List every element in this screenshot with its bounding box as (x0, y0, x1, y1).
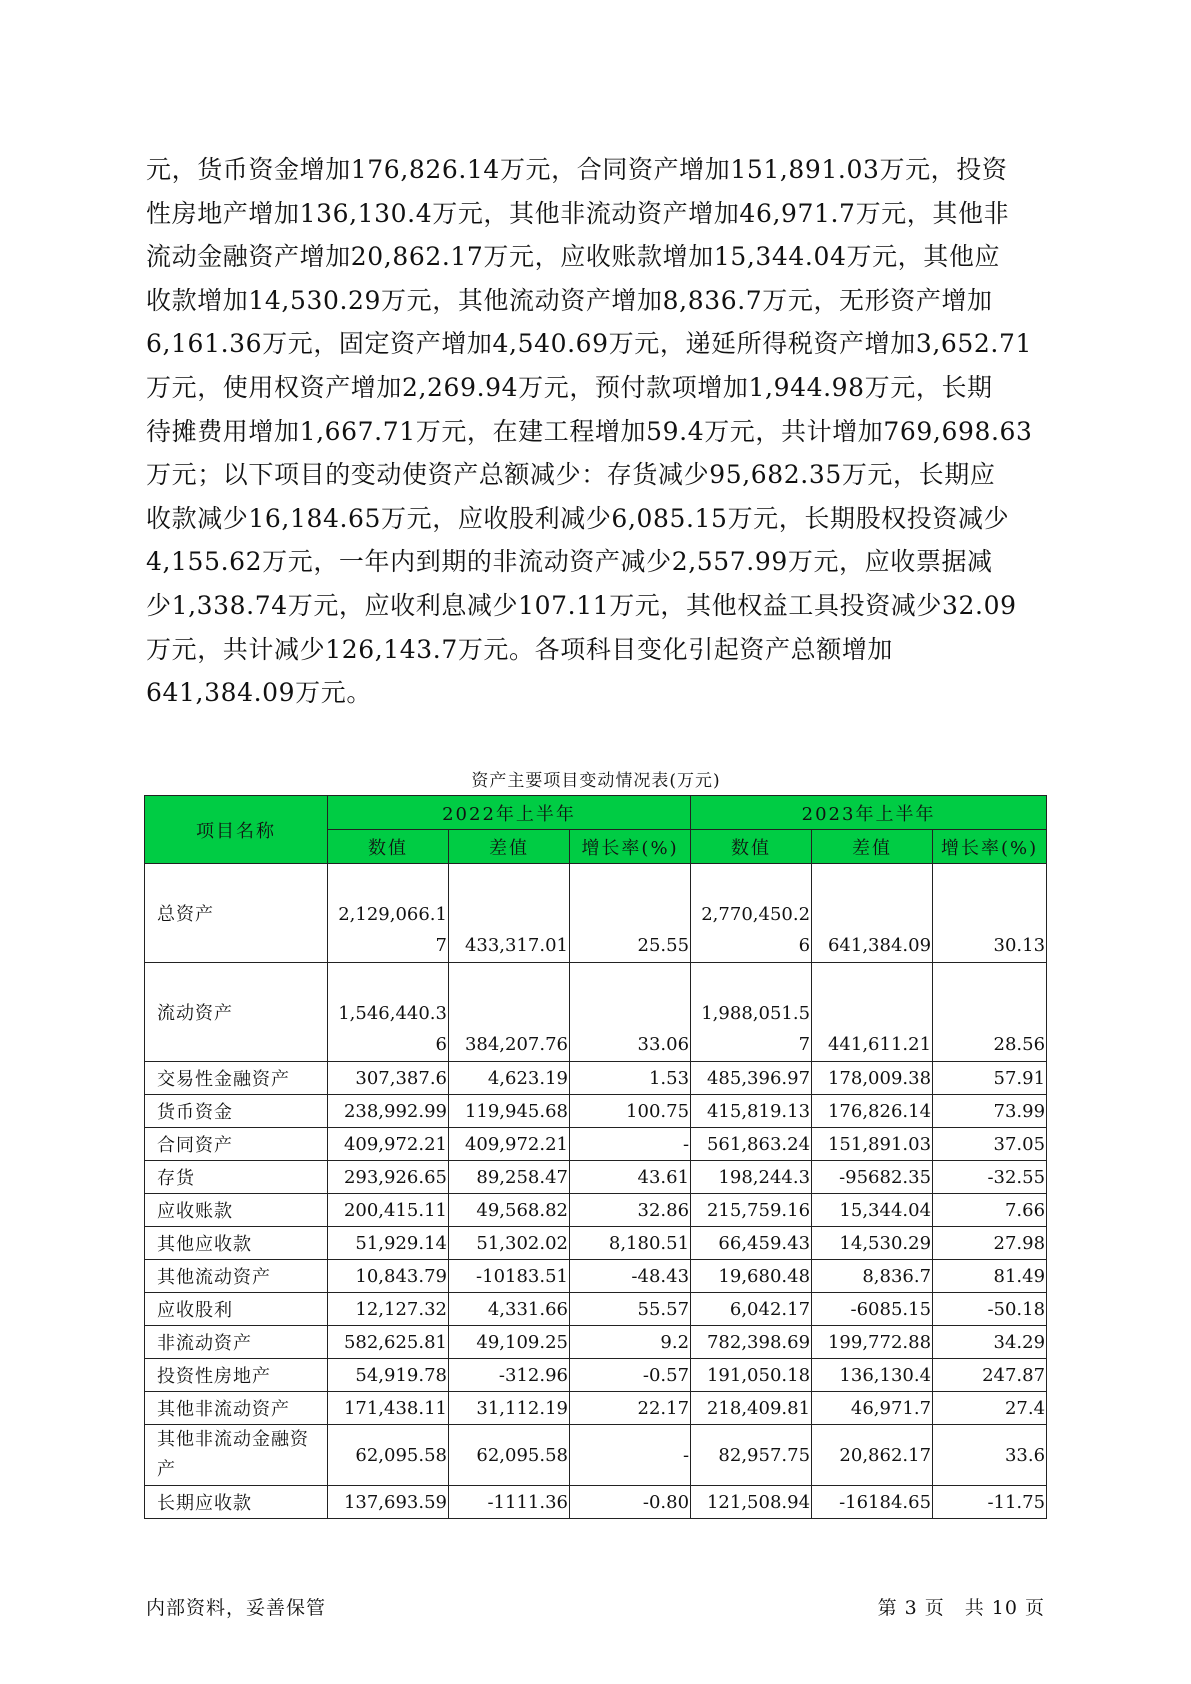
paragraph-line: 元，货币资金增加176,826.14万元，合同资产增加151,891.03万元，投资 (146, 155, 1008, 184)
cell-value: 62,095.58 (328, 1425, 449, 1486)
cell-value: -0.80 (570, 1486, 691, 1519)
row-label: 其他非流动资产 (145, 1392, 328, 1425)
cell-value: -11.75 (933, 1486, 1047, 1519)
cell-value: 30.13 (933, 864, 1047, 963)
cell-value: 27.98 (933, 1227, 1047, 1260)
table-row (145, 1293, 1047, 1326)
cell-value: 6,042.17 (691, 1293, 812, 1326)
row-label: 应收股利 (145, 1293, 328, 1326)
cell-value: 2,129,066.17 (328, 864, 449, 963)
cell-value: 46,971.7 (812, 1392, 933, 1425)
header-diff: 差值 (812, 830, 933, 864)
cell-value: 32.86 (570, 1194, 691, 1227)
cell-value: 307,387.6 (328, 1062, 449, 1095)
row-label: 应收账款 (145, 1194, 328, 1227)
cell-value: 33.6 (933, 1425, 1047, 1486)
cell-value: 33.06 (570, 963, 691, 1062)
row-label: 投资性房地产 (145, 1359, 328, 1392)
cell-value: 20,862.17 (812, 1425, 933, 1486)
cell-value: 37.05 (933, 1128, 1047, 1161)
paragraph-line: 641,384.09万元。 (146, 678, 372, 708)
header-period-2023: 2023年上半年 (691, 796, 1047, 830)
cell-value: 81.49 (933, 1260, 1047, 1293)
cell-value: 66,459.43 (691, 1227, 812, 1260)
cell-value: 2,770,450.26 (691, 864, 812, 963)
cell-value: 215,759.16 (691, 1194, 812, 1227)
footer-page-number: 第 3 页 共 10 页 (877, 1597, 1045, 1619)
cell-value: 8,836.7 (812, 1260, 933, 1293)
cell-value: 409,972.21 (328, 1128, 449, 1161)
cell-value: 176,826.14 (812, 1095, 933, 1128)
cell-value: 293,926.65 (328, 1161, 449, 1194)
table-row (145, 1359, 1047, 1392)
cell-value: 247.87 (933, 1359, 1047, 1392)
cell-value: 7.66 (933, 1194, 1047, 1227)
row-label: 非流动资产 (145, 1326, 328, 1359)
cell-value: 178,009.38 (812, 1062, 933, 1095)
cell-value: 89,258.47 (449, 1161, 570, 1194)
row-label: 存货 (145, 1161, 328, 1194)
cell-value: 415,819.13 (691, 1095, 812, 1128)
table-row (145, 1260, 1047, 1293)
cell-value: 200,415.11 (328, 1194, 449, 1227)
table-caption: 资产主要项目变动情况表(万元) (471, 771, 721, 791)
cell-value: -32.55 (933, 1161, 1047, 1194)
cell-value: 34.29 (933, 1326, 1047, 1359)
row-label: 其他非流动金融资产 (145, 1425, 328, 1486)
cell-value: 1,546,440.36 (328, 963, 449, 1062)
row-label: 货币资金 (145, 1095, 328, 1128)
cell-value: 641,384.09 (812, 864, 933, 963)
cell-value: 171,438.11 (328, 1392, 449, 1425)
cell-value: 218,409.81 (691, 1392, 812, 1425)
row-label: 其他流动资产 (145, 1260, 328, 1293)
asset-change-table (144, 795, 1047, 1519)
table-row (145, 1326, 1047, 1359)
cell-value: 4,331.66 (449, 1293, 570, 1326)
cell-value: 12,127.32 (328, 1293, 449, 1326)
cell-value: 582,625.81 (328, 1326, 449, 1359)
row-label: 合同资产 (145, 1128, 328, 1161)
cell-value: 15,344.04 (812, 1194, 933, 1227)
cell-value: 441,611.21 (812, 963, 933, 1062)
cell-value: -6085.15 (812, 1293, 933, 1326)
cell-value: 561,863.24 (691, 1128, 812, 1161)
paragraph-line: 万元，使用权资产增加2,269.94万元，预付款项增加1,944.98万元，长期 (146, 372, 993, 402)
cell-value: - (570, 1425, 691, 1486)
paragraph-line: 万元，共计减少126,143.7万元。各项科目变化引起资产总额增加 (146, 634, 894, 664)
cell-value: 782,398.69 (691, 1326, 812, 1359)
paragraph-line: 待摊费用增加1,667.71万元，在建工程增加59.4万元，共计增加769,698.63 (146, 416, 1033, 446)
cell-value: 433,317.01 (449, 864, 570, 963)
cell-value: 485,396.97 (691, 1062, 812, 1095)
cell-value: - (570, 1128, 691, 1161)
cell-value: 137,693.59 (328, 1486, 449, 1519)
paragraph-line: 少1,338.74万元，应收利息减少107.11万元，其他权益工具投资减少32.09 (146, 590, 1017, 620)
row-label: 总资产 (145, 864, 328, 963)
paragraph-line: 6,161.36万元，固定资产增加4,540.69万元，递延所得税资产增加3,652.71 (146, 329, 1032, 359)
row-label: 其他应收款 (145, 1227, 328, 1260)
cell-value: 409,972.21 (449, 1128, 570, 1161)
cell-value: 55.57 (570, 1293, 691, 1326)
cell-value: 14,530.29 (812, 1227, 933, 1260)
cell-value: -50.18 (933, 1293, 1047, 1326)
cell-value: 25.55 (570, 864, 691, 963)
cell-value: 238,992.99 (328, 1095, 449, 1128)
row-label: 长期应收款 (145, 1486, 328, 1519)
paragraph-line: 性房地产增加136,130.4万元，其他非流动资产增加46,971.7万元，其他非 (146, 198, 1010, 228)
paragraph-line: 收款增加14,530.29万元，其他流动资产增加8,836.7万元，无形资产增加 (146, 285, 993, 315)
cell-value: 1.53 (570, 1062, 691, 1095)
cell-value: 151,891.03 (812, 1128, 933, 1161)
table-row (145, 1227, 1047, 1260)
cell-value: 51,302.02 (449, 1227, 570, 1260)
cell-value: 51,929.14 (328, 1227, 449, 1260)
cell-value: 49,568.82 (449, 1194, 570, 1227)
paragraph-line: 收款减少16,184.65万元，应收股利减少6,085.15万元，长期股权投资减少 (146, 503, 1010, 533)
table-row (145, 1194, 1047, 1227)
cell-value: 384,207.76 (449, 963, 570, 1062)
table-row (145, 963, 1047, 1062)
row-label: 流动资产 (145, 963, 328, 1062)
cell-value: 54,919.78 (328, 1359, 449, 1392)
table-row (145, 1095, 1047, 1128)
header-diff: 差值 (449, 830, 570, 864)
header-value: 数值 (328, 830, 449, 864)
table-row (145, 1128, 1047, 1161)
cell-value: 43.61 (570, 1161, 691, 1194)
cell-value: 62,095.58 (449, 1425, 570, 1486)
cell-value: 1,988,051.57 (691, 963, 812, 1062)
cell-value: 199,772.88 (812, 1326, 933, 1359)
cell-value: 9.2 (570, 1326, 691, 1359)
cell-value: 49,109.25 (449, 1326, 570, 1359)
cell-value: 10,843.79 (328, 1260, 449, 1293)
table-row (145, 1062, 1047, 1095)
row-label: 交易性金融资产 (145, 1062, 328, 1095)
cell-value: 4,623.19 (449, 1062, 570, 1095)
table-row (145, 1425, 1047, 1486)
cell-value: 136,130.4 (812, 1359, 933, 1392)
cell-value: 82,957.75 (691, 1425, 812, 1486)
paragraph-line: 流动金融资产增加20,862.17万元，应收账款增加15,344.04万元，其他应 (146, 242, 1001, 272)
cell-value: 191,050.18 (691, 1359, 812, 1392)
cell-value: -95682.35 (812, 1161, 933, 1194)
paragraph-line: 4,155.62万元，一年内到期的非流动资产减少2,557.99万元，应收票据减 (146, 547, 993, 577)
table-row (145, 1161, 1047, 1194)
cell-value: -312.96 (449, 1359, 570, 1392)
table-row (145, 1392, 1047, 1425)
table-row (145, 864, 1047, 963)
cell-value: 119,945.68 (449, 1095, 570, 1128)
cell-value: -1111.36 (449, 1486, 570, 1519)
cell-value: -10183.51 (449, 1260, 570, 1293)
cell-value: 8,180.51 (570, 1227, 691, 1260)
header-value: 数值 (691, 830, 812, 864)
cell-value: 198,244.3 (691, 1161, 812, 1194)
table-row (145, 1486, 1047, 1519)
cell-value: -0.57 (570, 1359, 691, 1392)
cell-value: 27.4 (933, 1392, 1047, 1425)
header-growth: 增长率(%) (570, 830, 691, 864)
header-item-name: 项目名称 (145, 796, 328, 864)
cell-value: 57.91 (933, 1062, 1047, 1095)
cell-value: 28.56 (933, 963, 1047, 1062)
cell-value: 31,112.19 (449, 1392, 570, 1425)
footer-confidential-note: 内部资料，妥善保管 (146, 1597, 327, 1619)
cell-value: 100.75 (570, 1095, 691, 1128)
paragraph-line: 万元；以下项目的变动使资产总额减少：存货减少95,682.35万元，长期应 (146, 460, 996, 490)
cell-value: -48.43 (570, 1260, 691, 1293)
body-paragraph (146, 148, 1046, 715)
cell-value: -16184.65 (812, 1486, 933, 1519)
cell-value: 19,680.48 (691, 1260, 812, 1293)
header-growth: 增长率(%) (933, 830, 1047, 864)
header-period-2022: 2022年上半年 (328, 796, 691, 830)
cell-value: 121,508.94 (691, 1486, 812, 1519)
cell-value: 22.17 (570, 1392, 691, 1425)
cell-value: 73.99 (933, 1095, 1047, 1128)
